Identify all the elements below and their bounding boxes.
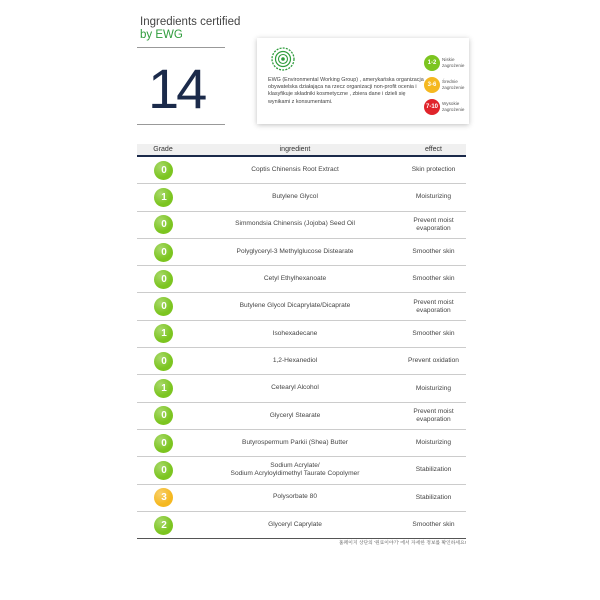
ingredient-effect: Prevent moist evaporation <box>413 216 454 232</box>
ingredient-effect: Prevent moist evaporation <box>413 407 454 423</box>
grade-value: 0 <box>161 273 167 285</box>
ingredient-effect: Smoother skin <box>412 275 455 283</box>
title-line1: Ingredients certified <box>140 16 241 28</box>
table-row <box>137 512 466 539</box>
table-row <box>137 293 466 320</box>
ewg-grade-badge <box>154 379 173 398</box>
ewg-description: EWG (Environmental Working Group) , amerykańska organizacja obywatelska działająca na rzecz organizacji non-profit ocenia i klasyfikuje składniki kosmetyczne , zbiera dane i dzieli się wynikami z konsumentami. <box>268 77 424 105</box>
ingredient-effect: Prevent moist evaporation <box>413 298 454 314</box>
grade-value: 2 <box>161 519 167 531</box>
grade-cell <box>137 406 189 425</box>
ewg-grade-badge <box>154 352 173 371</box>
ewg-grade-badge <box>154 215 173 234</box>
grade-value: 1 <box>161 191 167 203</box>
table-body <box>137 157 466 539</box>
legend-label: Niskie zagrożenie <box>442 57 465 68</box>
ingredient-effect: Smoother skin <box>412 329 455 337</box>
grade-cell <box>137 161 189 180</box>
ingredient-name: Glyceryl Stearate <box>269 411 321 419</box>
legend-dot: 1-2 <box>424 55 440 71</box>
grade-cell <box>137 324 189 343</box>
ingredient-name: Glyceryl Caprylate <box>268 520 322 528</box>
ewg-grade-badge <box>154 243 173 262</box>
grade-value: 1 <box>161 383 167 395</box>
grade-cell <box>137 215 189 234</box>
ewg-grade-badge <box>154 516 173 535</box>
title-block <box>140 16 241 41</box>
divider <box>137 124 225 125</box>
grade-cell <box>137 516 189 535</box>
grade-value: 3 <box>161 492 167 504</box>
table-row <box>137 157 466 184</box>
legend-dot: 3-6 <box>424 77 440 93</box>
ewg-info-card <box>257 38 469 124</box>
ewg-grade-badge <box>154 406 173 425</box>
ingredient-name: Polysorbate 80 <box>273 493 317 501</box>
legend-label: Wysokie zagrożenie <box>442 101 465 112</box>
ingredient-effect: Stabilization <box>415 466 452 474</box>
table-row <box>137 184 466 211</box>
ewg-grade-badge <box>154 270 173 289</box>
ingredient-effect: Moisturizing <box>415 439 452 447</box>
header-ingredient: ingredient <box>279 146 311 153</box>
legend-dot: 7-10 <box>424 99 440 115</box>
legend-item <box>424 74 468 96</box>
table-row <box>137 239 466 266</box>
grade-cell <box>137 379 189 398</box>
ingredient-name: 1,2-Hexanediol <box>272 356 318 364</box>
ewg-grade-badge <box>154 488 173 507</box>
ingredient-name: Cetyl Ethylhexanoate <box>263 275 327 283</box>
table-header <box>137 144 466 157</box>
table-row <box>137 485 466 512</box>
grade-cell <box>137 434 189 453</box>
grade-cell <box>137 461 189 480</box>
ewg-grade-badge <box>154 461 173 480</box>
ingredient-effect: Stabilization <box>415 493 452 501</box>
table-row <box>137 212 466 239</box>
ingredient-effect: Moisturizing <box>415 384 452 392</box>
footer-note: 홈페이지 상단의 '원료이야기' 에서 자세한 정보를 확인하세요! <box>338 541 466 546</box>
grade-cell <box>137 243 189 262</box>
grade-value: 0 <box>161 410 167 422</box>
ingredient-effect: Smoother skin <box>412 521 455 528</box>
ingredient-count: 14 <box>148 57 205 120</box>
ingredient-effect: Skin protection <box>411 166 456 174</box>
ingredient-name: Butylene Glycol Dicaprylate/Dicaprate <box>239 302 351 310</box>
grade-value: 0 <box>161 219 167 231</box>
grade-value: 1 <box>161 328 167 340</box>
legend-item <box>424 96 468 118</box>
ingredient-name: Cetearyl Alcohol <box>271 384 319 392</box>
ewg-grade-badge <box>154 188 173 207</box>
ewg-grade-badge <box>154 161 173 180</box>
grade-value: 0 <box>161 301 167 313</box>
ingredient-name: Isohexadecane <box>272 329 318 337</box>
table-row <box>137 266 466 293</box>
ingredient-effect: Moisturizing <box>415 193 452 201</box>
grade-cell <box>137 188 189 207</box>
ewg-grade-badge <box>154 434 173 453</box>
grade-value: 0 <box>161 437 167 449</box>
ewg-grade-badge <box>154 297 173 316</box>
grade-cell <box>137 352 189 371</box>
grade-legend <box>424 52 468 118</box>
grade-value: 0 <box>161 246 167 258</box>
ewg-grade-badge <box>154 324 173 343</box>
table-row <box>137 403 466 430</box>
grade-value: 0 <box>161 355 167 367</box>
ingredients-table <box>137 144 466 539</box>
table-row <box>137 348 466 375</box>
ingredient-name: Sodium Acrylate/ Sodium Acryloyldimethyl Taurate Copolymer <box>230 461 360 478</box>
ingredient-name: Butylene Glycol <box>272 193 318 201</box>
ingredient-name: Coptis Chinensis Root Extract <box>251 165 339 173</box>
grade-value: 0 <box>161 164 167 176</box>
divider <box>137 47 225 48</box>
grade-value: 0 <box>161 464 167 476</box>
grade-cell <box>137 270 189 289</box>
ingredient-effect: Smoother skin <box>412 248 455 256</box>
ingredient-effect: Prevent oxidation <box>408 357 459 365</box>
ewg-leaf-icon <box>271 47 295 71</box>
table-row <box>137 375 466 402</box>
ingredient-name: Polyglyceryl-3 Methylglucose Distearate <box>236 247 354 255</box>
table-row <box>137 457 466 484</box>
table-row <box>137 321 466 348</box>
header-grade: Grade <box>153 146 173 153</box>
legend-label: Średnie zagrożenie <box>442 79 465 90</box>
header-effect: effect <box>425 146 442 153</box>
table-row <box>137 430 466 457</box>
ingredient-name: Simmondsia Chinensis (Jojoba) Seed Oil <box>235 220 355 228</box>
grade-cell <box>137 488 189 507</box>
ingredient-name: Butyrospermum Parkii (Shea) Butter <box>242 438 348 446</box>
title-line2: by EWG <box>140 29 183 41</box>
legend-item <box>424 52 468 74</box>
grade-cell <box>137 297 189 316</box>
